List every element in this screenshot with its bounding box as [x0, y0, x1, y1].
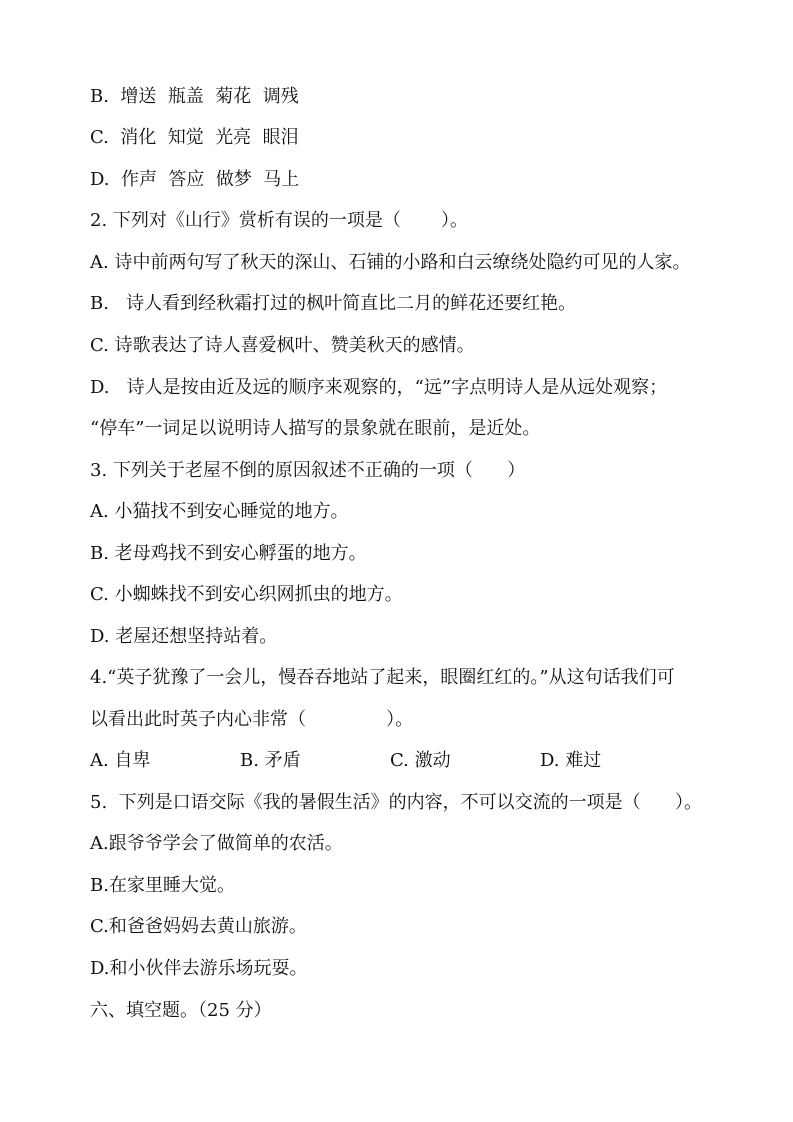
q1-option-c: C. 消化 知觉 光亮 眼泪	[90, 127, 299, 148]
q3-option-d: D. 老屋还想坚持站着。	[90, 626, 278, 647]
q2-option-a: A. 诗中前两句写了秋天的深山、石铺的小路和白云缭绕处隐约可见的人家。	[90, 252, 691, 273]
q1-option-d: D. 作声 答应 做梦 马上	[90, 169, 300, 190]
q4-option-d: D. 难过	[540, 750, 602, 771]
q4-stem-continued: 以看出此时英子内心非常（ ）。	[90, 709, 414, 730]
q5-stem: 5. 下列是口语交际《我的暑假生活》的内容，不可以交流的一项是（ ）。	[90, 792, 702, 813]
q5-option-a: A.跟爷爷学会了做简单的农活。	[90, 833, 343, 854]
q1-option-b: B. 增送 瓶盖 菊花 调残	[90, 86, 299, 107]
section-six-heading: 六、填空题。（25 分）	[90, 1000, 272, 1021]
q4-option-c: C. 激动	[390, 750, 451, 771]
q3-option-a: A. 小猫找不到安心睡觉的地方。	[90, 501, 349, 522]
q3-stem: 3. 下列关于老屋不倒的原因叙述不正确的一项（ ）	[90, 460, 526, 481]
q4-option-a: A. 自卑	[90, 750, 151, 771]
q2-option-c: C. 诗歌表达了诗人喜爱枫叶、赞美秋天的感情。	[90, 335, 475, 356]
q4-stem: 4.“英子犹豫了一会儿，慢吞吞地站了起来，眼圈红红的。”从这句话我们可	[90, 667, 675, 688]
q3-option-b: B. 老母鸡找不到安心孵蛋的地方。	[90, 543, 367, 564]
q4-option-b: B. 矛盾	[240, 750, 301, 771]
q2-option-b: B. 诗人看到经秋霜打过的枫叶简直比二月的鲜花还要红艳。	[90, 293, 577, 314]
q2-stem: 2. 下列对《山行》赏析有误的一项是（ ）。	[90, 210, 468, 231]
q2-option-d: D. 诗人是按由近及远的顺序来观察的，“远”字点明诗人是从远处观察；	[90, 377, 668, 398]
q5-option-c: C.和爸爸妈妈去黄山旅游。	[90, 916, 307, 937]
q3-option-c: C. 小蜘蛛找不到安心织网抓虫的地方。	[90, 584, 403, 605]
q5-option-d: D.和小伙伴去游乐场玩耍。	[90, 958, 308, 979]
q5-option-b: B.在家里睡大觉。	[90, 875, 235, 896]
q2-option-d-continued: “停车”一词足以说明诗人描写的景象就在眼前，是近处。	[90, 418, 541, 439]
